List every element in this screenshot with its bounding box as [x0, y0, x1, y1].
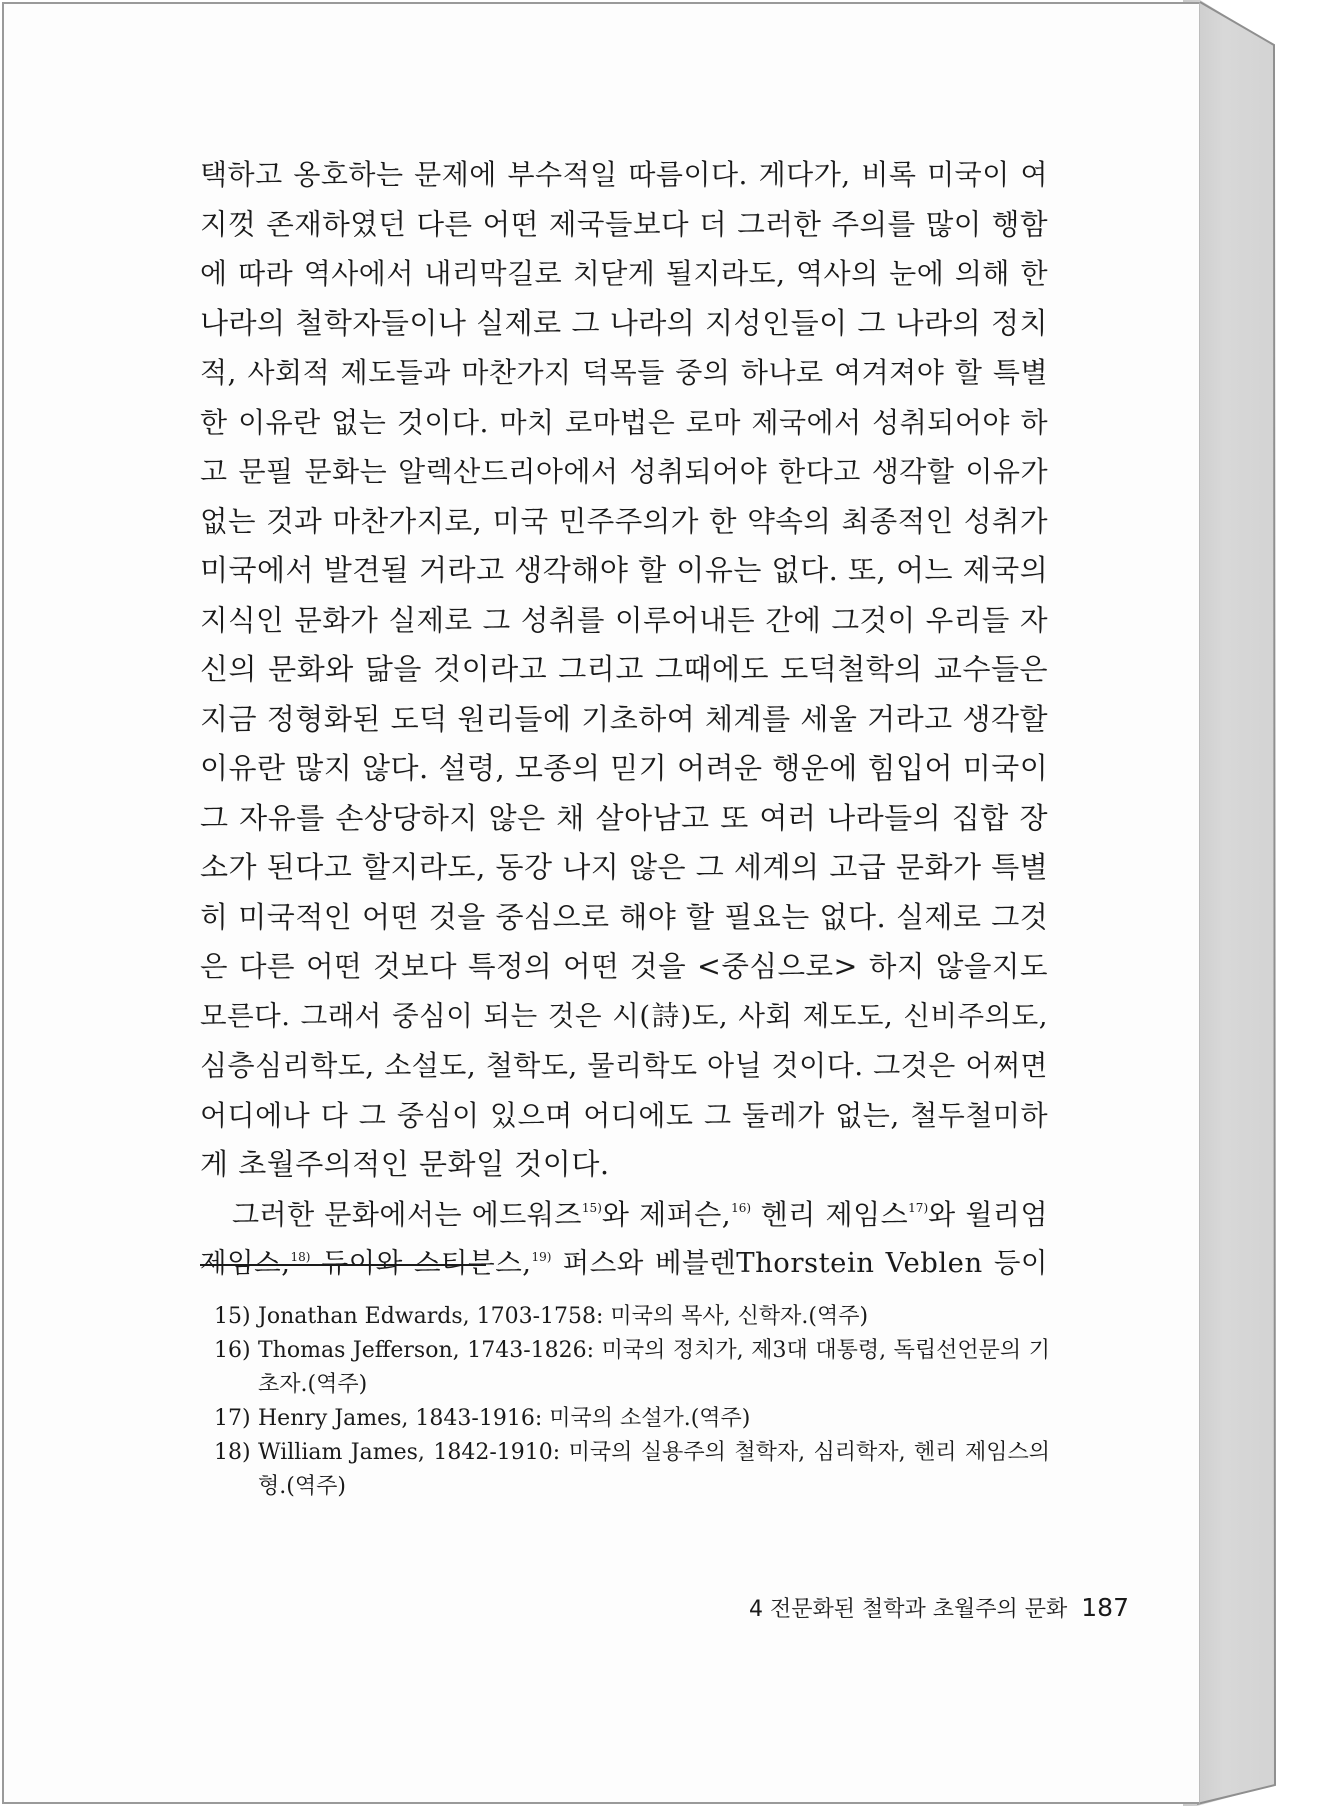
text-line: 어디에나 다 그 중심이 있으며 어디에도 그 둘레가 없는, 철두철미하 [200, 1098, 1048, 1132]
footnote-ref-19[interactable]: 19) [531, 1250, 552, 1264]
text-line: 지식인 문화가 실제로 그 성취를 이루어내든 간에 그것이 우리들 자 [200, 603, 1048, 637]
text-run: 제임스, [200, 1247, 291, 1279]
text-line: 한 이유란 없는 것이다. 마치 로마법은 로마 제국에서 성취되어야 하 [200, 405, 1048, 439]
footnote-number: 16) [214, 1338, 251, 1363]
text-line: 없는 것과 마찬가지로, 미국 민주주의가 한 약속의 최종적인 성취가 [200, 504, 1048, 538]
chapter-title: 4 전문화된 철학과 초월주의 문화 [749, 1597, 1068, 1622]
footnote-item [214, 1402, 1050, 1436]
text-line: 미국에서 발견될 거라고 생각해야 할 이유는 없다. 또, 어느 제국의 [200, 553, 1049, 587]
text-line: 히 미국적인 어떤 것을 중심으로 해야 할 필요는 없다. 실제로 그것 [200, 899, 1049, 934]
footnote-item [214, 1334, 1050, 1402]
body-text [200, 150, 1048, 1289]
footnote-number: 15) [214, 1304, 251, 1329]
text-line: 적, 사회적 제도들과 마찬가지 덕목들 중의 하나로 여겨져야 할 특별 [200, 356, 1048, 389]
text-run: 듀이와 스티븐스, [310, 1247, 532, 1279]
footnote-divider [200, 1264, 486, 1266]
text-line: 모른다. 그래서 중심이 되는 것은 시(詩)도, 사회 제도도, 신비주의도, [200, 999, 1048, 1032]
page-number: 187 [1081, 1593, 1129, 1622]
footnote-item [214, 1436, 1050, 1504]
footnote-ref-15[interactable]: 15) [581, 1200, 602, 1215]
footnote-ref-17[interactable]: 17) [908, 1200, 929, 1215]
footnote-text: William James, 1842-1910: 미국의 실용주의 철학자, 심리학자, 헨리 제임스의 형.(역주) [258, 1440, 1050, 1499]
footnote-number: 18) [214, 1440, 251, 1465]
text-line-with-footnotes [200, 1190, 1048, 1240]
text-run: 헨리 제임스 [751, 1197, 909, 1231]
footnote-number: 17) [214, 1406, 251, 1431]
running-footer [749, 1592, 1129, 1623]
text-line: 택하고 옹호하는 문제에 부수적일 따름이다. 게다가, 비록 미국이 여 [200, 158, 1048, 191]
book-side-edge [1183, 0, 1319, 1806]
text-line: 신의 문화와 닮을 것이라고 그리고 그때에도 도덕철학의 교수들은 [200, 652, 1048, 686]
footnote-text: Thomas Jefferson, 1743-1826: 미국의 정치가, 제3대 대통령, 독립선언문의 기초자.(역주) [258, 1338, 1050, 1397]
text-line: 지금 정형화된 도덕 원리들에 기초하여 체계를 세울 거라고 생각할 [200, 701, 1048, 736]
footnote-text: Jonathan Edwards, 1703-1758: 미국의 목사, 신학자.(역주) [258, 1304, 869, 1329]
text-line: 고 문필 문화는 알렉산드리아에서 성취되어야 한다고 생각할 이유가 [200, 455, 1048, 488]
text-line: 게 초월주의적인 문화일 것이다. [200, 1147, 610, 1181]
text-line: 은 다른 어떤 것보다 특정의 어떤 것을 <중심으로> 하지 않을지도 [200, 950, 1048, 983]
text-line: 그 자유를 손상당하지 않은 채 살아남고 또 여러 나라들의 집합 장 [200, 800, 1048, 835]
text-run: 퍼스와 베블렌Thorstein Veblen 등이 [551, 1247, 1048, 1279]
text-line: 이유란 많지 않다. 설령, 모종의 믿기 어려운 행운에 힘입어 미국이 [200, 751, 1049, 785]
text-run: 그러한 문화에서는 에드워즈 [232, 1197, 582, 1231]
text-line: 에 따라 역사에서 내리막길로 치닫게 될지라도, 역사의 눈에 의해 한 [200, 257, 1048, 290]
footnote-item [214, 1300, 1050, 1334]
text-line: 지껏 존재하였던 다른 어떤 제국들보다 더 그러한 주의를 많이 행함 [200, 207, 1048, 241]
footnote-text: Henry James, 1843-1916: 미국의 소설가.(역주) [258, 1406, 751, 1431]
text-line: 소가 된다고 할지라도, 동강 나지 않은 그 세계의 고급 문화가 특별 [200, 850, 1049, 884]
text-run: 와 제퍼슨, [601, 1197, 732, 1231]
text-line: 나라의 철학자들이나 실제로 그 나라의 지성인들이 그 나라의 정치 [200, 305, 1048, 340]
footnotes [214, 1300, 1050, 1504]
footnote-ref-16[interactable]: 16) [731, 1200, 752, 1215]
text-line: 심층심리학도, 소설도, 철학도, 물리학도 아닐 것이다. 그것은 어쩌면 [200, 1049, 1048, 1082]
text-run: 와 윌리엄 [928, 1197, 1048, 1231]
footnote-ref-18[interactable]: 18) [290, 1250, 311, 1264]
